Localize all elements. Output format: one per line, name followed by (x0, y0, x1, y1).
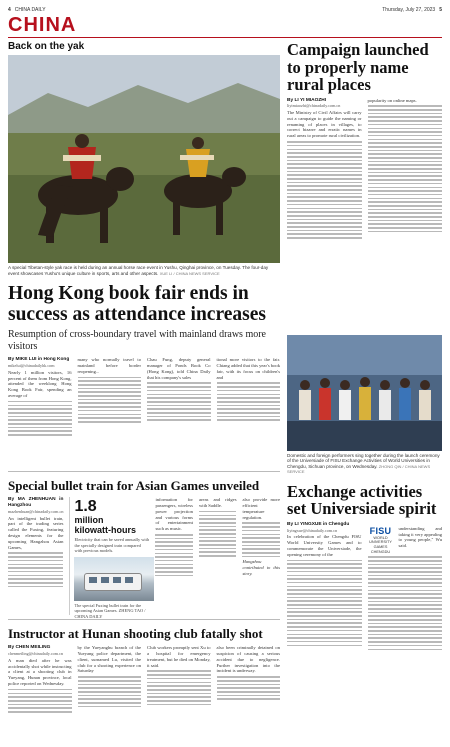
campaign-headline: Campaign launched to properly name rural places (287, 40, 429, 94)
main-col2-lead: many who normally travel to mainland before border reopening... (77, 357, 141, 374)
games-col-4 (242, 497, 280, 615)
campaign-lead: The Ministry of Civil Affairs will carry out a campaign to guide the naming or renaming of places in villages, to correct bizarre and erratic names in rural areas to promote rural civilization. (287, 110, 362, 139)
yak-race-photo (8, 55, 280, 263)
photo-kicker: Back on the yak (8, 41, 85, 52)
page-number: 4 (8, 6, 11, 13)
train-credit: ZHENG TAO / CHINA DAILY (74, 608, 146, 619)
campaign-byline: By LI YI MIAOZHI (287, 97, 327, 103)
main-deck: Resumption of cross-boundary travel with mainland draws more visitors (8, 329, 266, 353)
games-email: mazhenhuan@chinadaily.com.cn (8, 508, 64, 514)
main-story-columns (8, 357, 280, 467)
issue-date: Thursday, July 27, 2023 (382, 6, 436, 13)
instructor-col-4 (217, 645, 281, 741)
publication-name: CHINA DAILY (14, 6, 46, 13)
page-header (8, 5, 442, 14)
games-col2-lead: information for passengers, wireless power projection and various forms of entertainment such as music. (155, 497, 193, 532)
games-col3-lead: areas and ridges with Saddle. (198, 497, 237, 508)
header-right (382, 7, 442, 13)
main-lead: Nearly 1 million visitors, 16 percent of them from Hong Kong, attended the weeklong Hong Kong Book Fair, spending an average of (8, 369, 72, 398)
section-rule (8, 37, 442, 38)
main-col3-lead: Chau Fung, deputy general manager of Ponds Book Co (Hong Kong), told China Daily that his company's sales (147, 357, 211, 380)
main-byline: By MIKE LUI in Hong Kong (8, 357, 70, 363)
exchange-caption-text: Domestic and foreign performers sing together during the launch ceremony of the Universiade of FISU Exchange Activities of World Universities in Chengdu, Sichuan province, on Wednesday. (287, 452, 440, 469)
exchange-col2-lead: understanding and taking it very appealing to young people," Wu said. (398, 525, 442, 549)
instructor-col3-lead: Club workers promptly sent Xu to a hospital for emergency treatment, but he died on Monday, it said. (147, 645, 211, 668)
left-column (8, 41, 280, 741)
bullet-train-photo (74, 557, 154, 601)
exchange-photo (287, 335, 442, 451)
games-note: Hangzhou contributed to this story. (242, 559, 280, 576)
exchange-col-2 (368, 522, 443, 732)
separator-1 (8, 471, 280, 472)
games-headline: Special bullet train for Asian Games unveiled (8, 478, 260, 494)
fisu-city: CHENGDU (370, 549, 391, 554)
photo-credit: XUE LI / CHINA NEWS SERVICE (159, 270, 220, 276)
exchange-lead: In celebration of the Chengdu FISU World University Games and to commemorate the Universiade, the opening ceremony of the (287, 534, 362, 557)
instructor-lead: A man died after he was accidentally shot while instructing a client at a shooting club in Yueyang, Hunan province, local police reported on Wednesday. (8, 657, 72, 686)
right-page-number: 5 (439, 6, 442, 13)
campaign-col-1 (287, 98, 362, 330)
train-caption (74, 603, 149, 620)
exchange-byline: By LI YINGXUE in Chengdu (287, 521, 350, 527)
section-title: CHINA (8, 14, 77, 36)
main-headline: Hong Kong book fair ends in success as attendance increases (8, 283, 266, 326)
instructor-byline: By CHEN MEILING (8, 645, 51, 651)
stat-number: 1.8 (74, 498, 97, 516)
fisu-logo (368, 526, 394, 554)
fisu-mark: FISU (369, 525, 392, 536)
exchange-photo-caption (287, 453, 442, 475)
instructor-col-1 (8, 645, 72, 741)
campaign-col-2 (368, 98, 443, 330)
stat-description: Electricity that can be saved annually with the specially designed train compared with previous models. (74, 537, 150, 554)
yak-race-illustration (8, 55, 280, 263)
instructor-email: chenmeiling@chinadaily.com.cn (8, 650, 63, 656)
exchange-col-1 (287, 522, 362, 732)
games-lead: An intelligent bullet train, part of the trading series called the Fuxing, featuring design elements for the upcoming Hangzhou Asian Games, (8, 515, 64, 550)
fisu-logo-block (368, 526, 443, 554)
main-story-col-1 (8, 357, 72, 467)
main-col4-lead: tional more visitors to the fair. Chiang added that this year's book fair, with its focus on children's and (216, 357, 280, 380)
header-left (8, 7, 46, 13)
campaign-email: liyimiaozhi@chinadaily.com.cn (287, 103, 341, 109)
photo-caption (8, 265, 280, 276)
instructor-col-3 (147, 645, 211, 741)
campaign-col2-lead: popularity on online maps. (367, 97, 417, 103)
games-story-columns (8, 497, 280, 619)
train-shape (84, 573, 142, 591)
exchange-headline: Exchange activities set Universiade spirit (287, 481, 437, 519)
main-story-col-3 (147, 357, 211, 467)
right-column (287, 41, 442, 732)
games-col4-lead: also provide more efficient temperature regulation. (242, 497, 280, 520)
games-col-2 (155, 497, 193, 615)
campaign-story-columns (287, 98, 442, 330)
separator-2 (8, 619, 280, 620)
games-byline: By MA ZHENHUAN in Hangzhou (8, 497, 64, 508)
instructor-story-columns (8, 645, 280, 741)
instructor-col2-lead: by the Yueyanghu branch of the Yueyang police department, the client, surnamed Lu, visited the club for a shooting experience on Saturday (77, 645, 141, 674)
stat-unit-1: million (74, 515, 104, 526)
photo-caption-text: A special Tibetan-style yak race is held during an annual horse race event in Yushu, Qinghai province, on Tuesday. The four-day event showcases Yushu's unique culture in sports, arts and other aspects. (8, 265, 269, 276)
exchange-photo-credit: ZHONG QIN / CHINA NEWS SERVICE (287, 463, 431, 475)
fisu-subtitle: WORLD UNIVERSITY GAMES (369, 535, 392, 550)
games-col-1 (8, 497, 63, 615)
instructor-headline: Instructor at Hunan shooting club fatally shot (8, 626, 263, 642)
stage-performers-illustration (287, 335, 442, 451)
main-story-col-4 (217, 357, 281, 467)
exchange-email: liyingxue@chinadaily.com.cn (287, 527, 338, 533)
train-caption-text: The special Fuxing bullet train for the upcoming Asian Games. (74, 602, 142, 614)
main-story-col-2 (78, 357, 142, 467)
instructor-col-2 (78, 645, 142, 741)
instructor-col4-lead: also been criminally detained on suspicion of causing a serious accident due to negligence. Further investigation into the incident is underway. (216, 645, 280, 674)
games-stat-box (69, 497, 150, 619)
games-col-3 (199, 497, 237, 615)
stat-unit-2: kilowatt-hours (74, 525, 136, 536)
main-email: mikelui@chinadailyhk.com (8, 362, 55, 368)
exchange-story-columns (287, 522, 442, 732)
